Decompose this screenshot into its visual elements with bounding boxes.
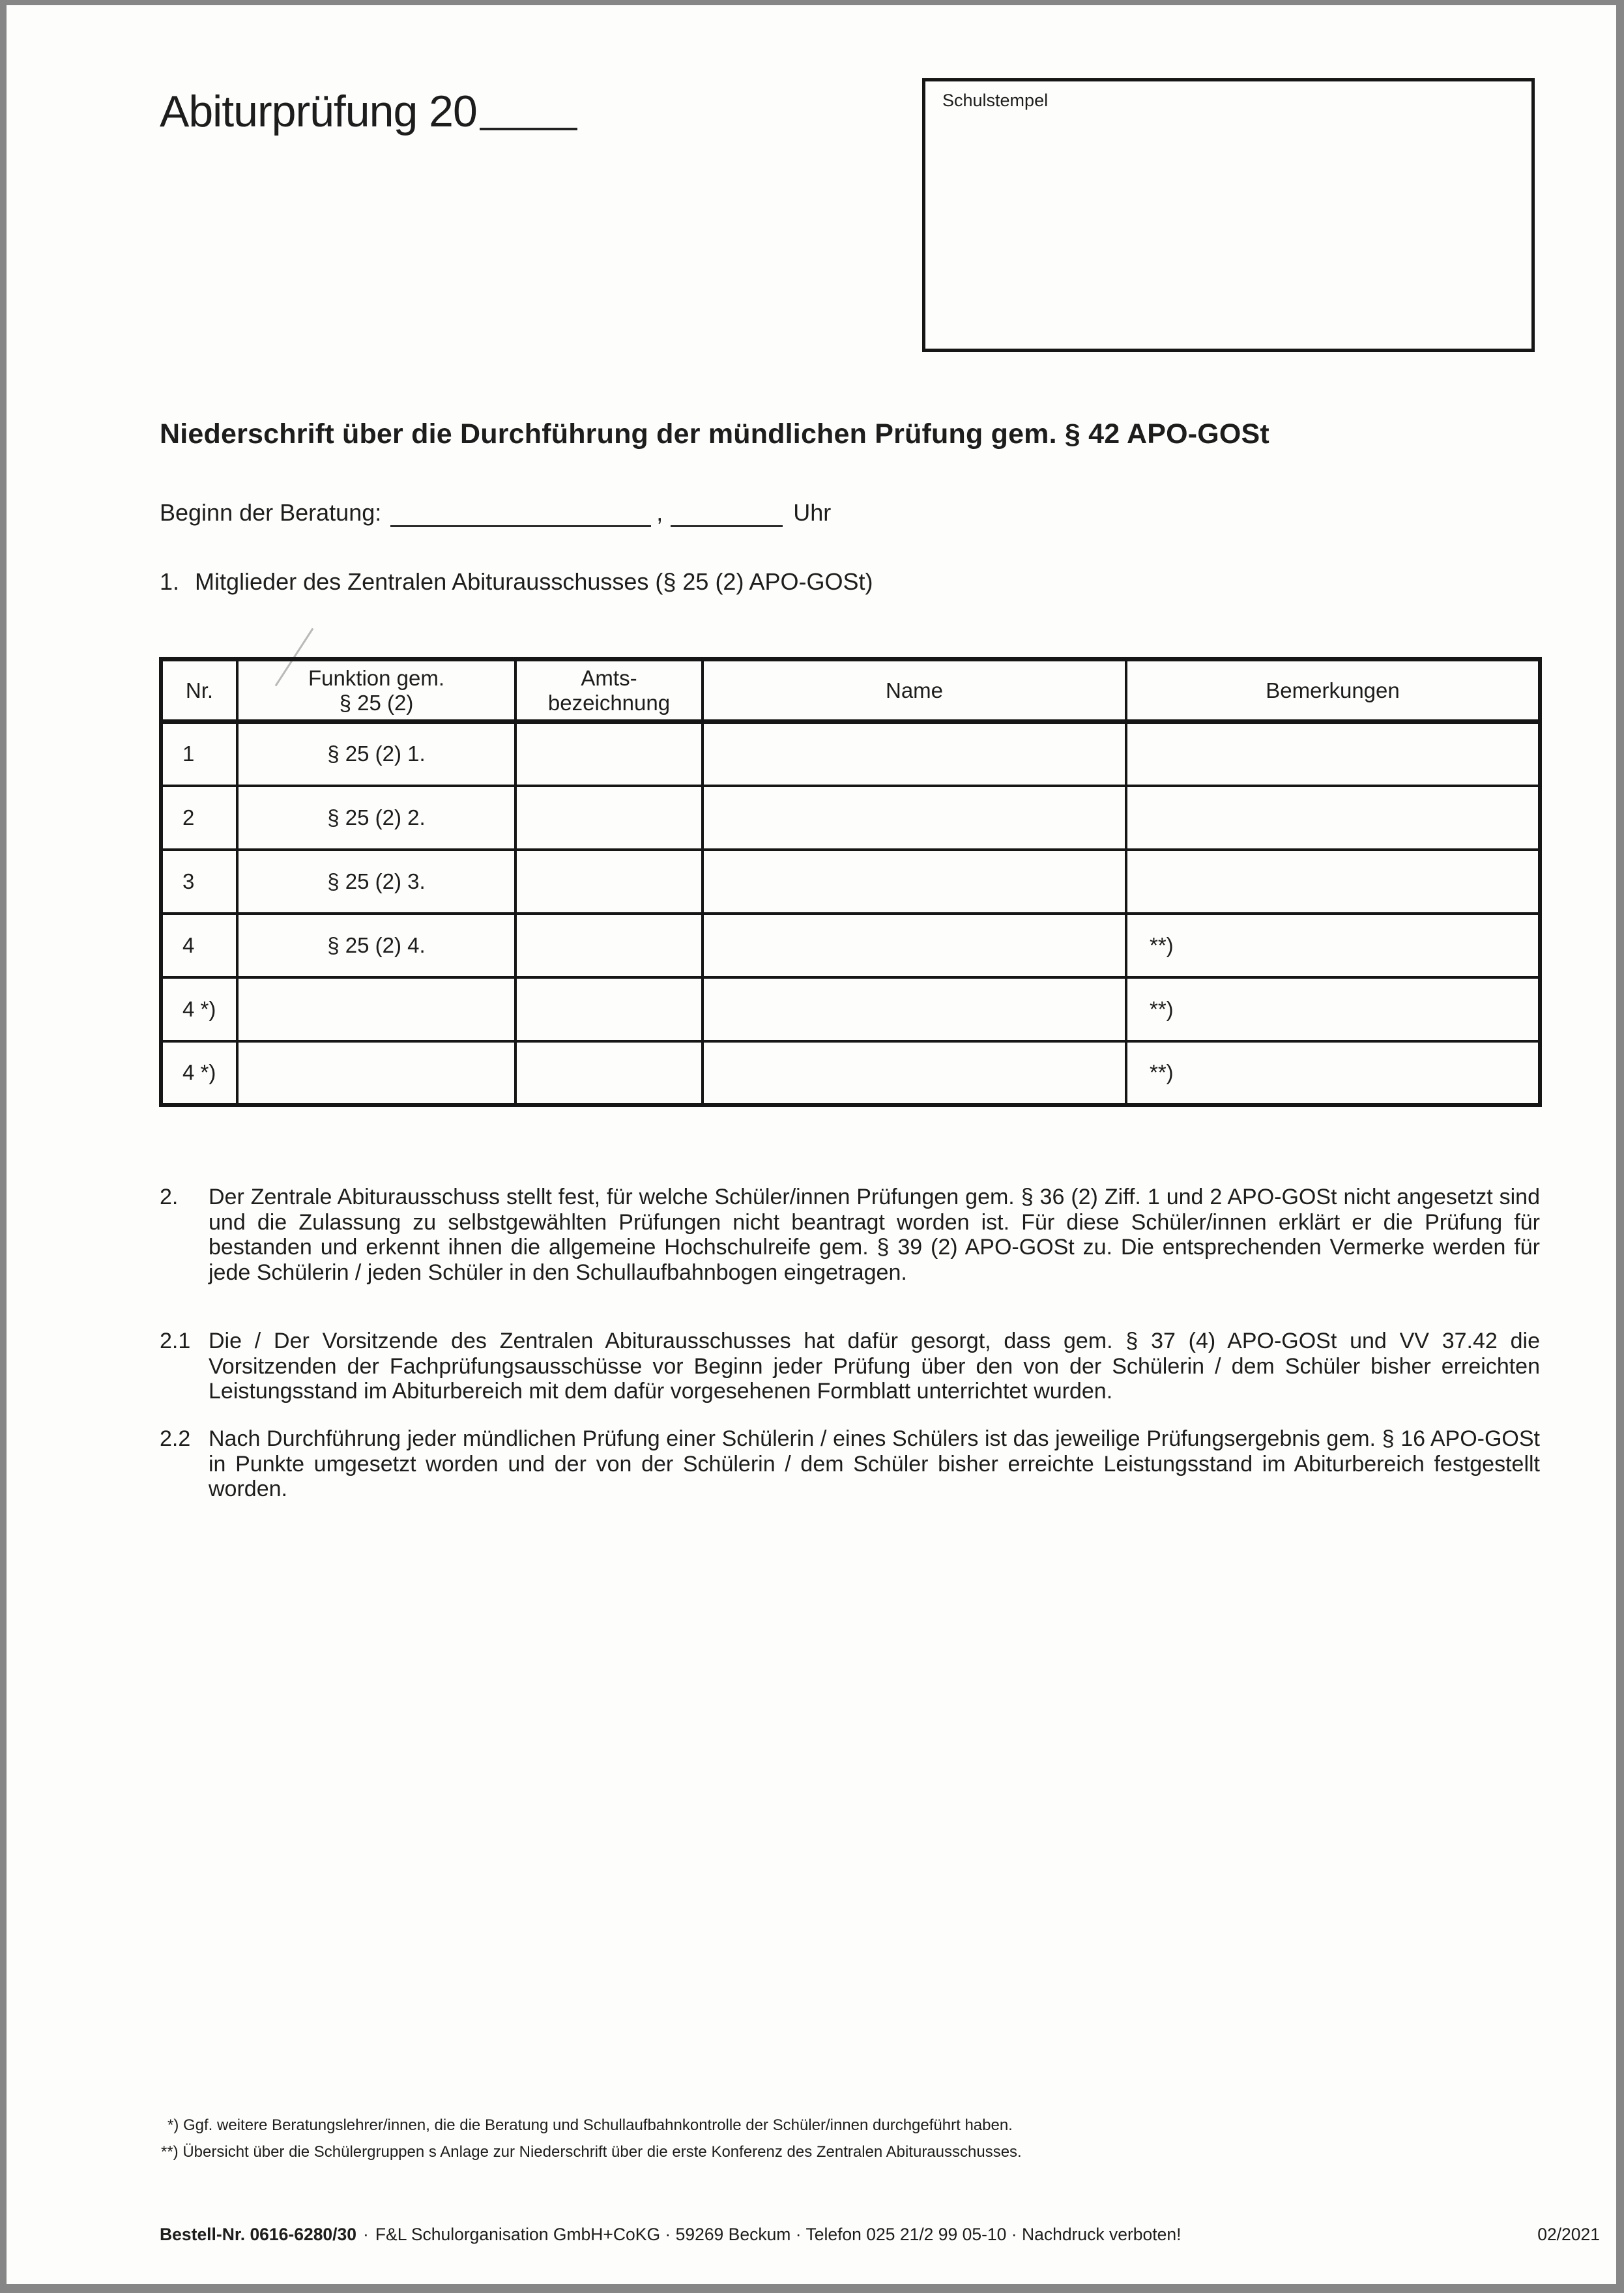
cell-name-3[interactable] [703, 850, 1126, 914]
footnote-double-star: **) Übersicht über die Schülergruppen s Anlage zur Niederschrift über die erste Konferenz des Zentralen Abiturausschusses. [161, 2143, 1022, 2161]
section-1-heading [160, 568, 873, 596]
section-1-number: 1. [160, 568, 180, 595]
cell-name-6[interactable] [703, 1041, 1126, 1105]
paragraph-2-2-text: Nach Durchführung jeder mündlichen Prüfung einer Schülerin / eines Schülers ist das jeweilige Prüfungsergebnis gem. § 16 APO-GOSt in Punkte umgesetzt worden und der von der Schülerin / dem Schüler bisher erreichte Leistungsstand im Abiturbereich festgestellt worden. [209, 1426, 1540, 1501]
paragraph-2 [160, 1185, 1540, 1285]
cell-nr-1: 1 [161, 722, 237, 786]
paragraph-2-2-number: 2.2 [160, 1426, 191, 1451]
page-footer [160, 2225, 1600, 2245]
cell-name-4[interactable] [703, 914, 1126, 977]
table-row [161, 1041, 1540, 1105]
school-stamp-box[interactable] [922, 78, 1535, 352]
order-number: Bestell-Nr. 0616-6280/30 [160, 2225, 357, 2244]
column-header-amts-line1: Amts- [581, 665, 637, 690]
consultation-date-blank[interactable] [390, 517, 651, 527]
table-row [161, 977, 1540, 1041]
cell-nr-2: 2 [161, 786, 237, 850]
cell-bemerkungen-3[interactable] [1126, 850, 1540, 914]
cell-nr-6: 4 *) [161, 1041, 237, 1105]
footer-date: 02/2021 [1537, 2225, 1600, 2244]
cell-amtsbezeichnung-5[interactable] [515, 977, 703, 1041]
column-header-funktion-line1: Funktion gem. [308, 665, 445, 690]
cell-funktion-4: § 25 (2) 4. [237, 914, 515, 977]
paragraph-2-1-text: Die / Der Vorsitzende des Zentralen Abiturausschusses hat dafür gesorgt, dass gem. § 37 (4) APO-GOSt und VV 37.42 die Vorsitzenden der Fachprüfungsausschüsse vor Beginn jeder Prüfung über den von der Schülerin / dem Schüler bisher erreichten Leistungsstand im Abiturbereich mit dem dafür vorgesehenen Formblatt unterrichtet wurden. [209, 1329, 1540, 1404]
cell-bemerkungen-4[interactable]: **) [1126, 914, 1540, 977]
dot-separator: · [363, 2225, 369, 2244]
cell-funktion-3: § 25 (2) 3. [237, 850, 515, 914]
cell-amtsbezeichnung-6[interactable] [515, 1041, 703, 1105]
cell-name-1[interactable] [703, 722, 1126, 786]
cell-funktion-6[interactable] [237, 1041, 515, 1105]
time-unit-label: Uhr [793, 499, 832, 526]
column-header-amts-line2: bezeichnung [547, 690, 671, 715]
table-row [161, 786, 1540, 850]
cell-funktion-1: § 25 (2) 1. [237, 722, 515, 786]
cell-nr-3: 3 [161, 850, 237, 914]
column-header-bemerkungen: Bemerkungen [1126, 659, 1540, 722]
section-1-text: Mitglieder des Zentralen Abiturausschusses (§ 25 (2) APO-GOSt) [195, 568, 873, 595]
paragraph-2-1-number: 2.1 [160, 1329, 191, 1353]
table-row [161, 914, 1540, 977]
paragraph-2-number: 2. [160, 1185, 179, 1209]
cell-amtsbezeichnung-3[interactable] [515, 850, 703, 914]
cell-amtsbezeichnung-1[interactable] [515, 722, 703, 786]
year-blank[interactable] [480, 121, 577, 130]
cell-nr-4: 4 [161, 914, 237, 977]
footnote-single-star: *) Ggf. weitere Beratungslehrer/innen, die die Beratung und Schullaufbahnkontrolle der Schüler/innen durchgeführt haben. [167, 2116, 1013, 2134]
cell-funktion-5[interactable] [237, 977, 515, 1041]
cell-amtsbezeichnung-2[interactable] [515, 786, 703, 850]
comma-separator: , [656, 499, 663, 526]
document-title [160, 89, 577, 135]
publisher-info: F&L Schulorganisation GmbH+CoKG · 59269 Beckum · Telefon 025 21/2 99 05-10 · Nachdruck verboten! [375, 2225, 1182, 2244]
paragraph-2-1 [160, 1329, 1540, 1404]
consultation-time-blank[interactable] [671, 517, 783, 527]
cell-bemerkungen-1[interactable] [1126, 722, 1540, 786]
document-title-text: Abiturprüfung 20 [160, 87, 477, 136]
paragraph-2-text: Der Zentrale Abiturausschuss stellt fest, für welche Schüler/innen Prüfungen gem. § 36 (2) Ziff. 1 und 2 APO-GOSt nicht angesetzt sind und die Zulassung zu selbstgewählten Prüfungen nicht beantragt worden ist. Für diese Schüler/innen erklärt er die Prüfung für bestanden und erkennt ihnen die allgemeine Hochschulreife gem. § 39 (2) APO-GOSt zu. Die entsprechenden Vermerke werden für jede Schülerin / jeden Schüler in den Schullaufbahnbogen eingetragen. [209, 1185, 1540, 1285]
cell-name-2[interactable] [703, 786, 1126, 850]
consultation-start-label: Beginn der Beratung: [160, 499, 382, 526]
cell-name-5[interactable] [703, 977, 1126, 1041]
footer-left [160, 2225, 1181, 2245]
cell-bemerkungen-5[interactable]: **) [1126, 977, 1540, 1041]
cell-nr-5: 4 *) [161, 977, 237, 1041]
column-header-amtsbezeichnung [515, 659, 703, 722]
column-header-nr: Nr. [161, 659, 237, 722]
cell-bemerkungen-2[interactable] [1126, 786, 1540, 850]
cell-funktion-2: § 25 (2) 2. [237, 786, 515, 850]
column-header-funktion [237, 659, 515, 722]
table-header-row [161, 659, 1540, 722]
cell-bemerkungen-6[interactable]: **) [1126, 1041, 1540, 1105]
school-stamp-label: Schulstempel [942, 91, 1049, 110]
consultation-start-line [160, 499, 831, 527]
table-row [161, 722, 1540, 786]
paragraph-2-2 [160, 1426, 1540, 1502]
cell-amtsbezeichnung-4[interactable] [515, 914, 703, 977]
column-header-name: Name [703, 659, 1126, 722]
column-header-funktion-line2: § 25 (2) [339, 690, 414, 715]
form-page [7, 5, 1616, 2284]
page-title: Niederschrift über die Durchführung der mündlichen Prüfung gem. § 42 APO-GOSt [160, 418, 1269, 450]
table-row [161, 850, 1540, 914]
members-table [159, 657, 1542, 1107]
